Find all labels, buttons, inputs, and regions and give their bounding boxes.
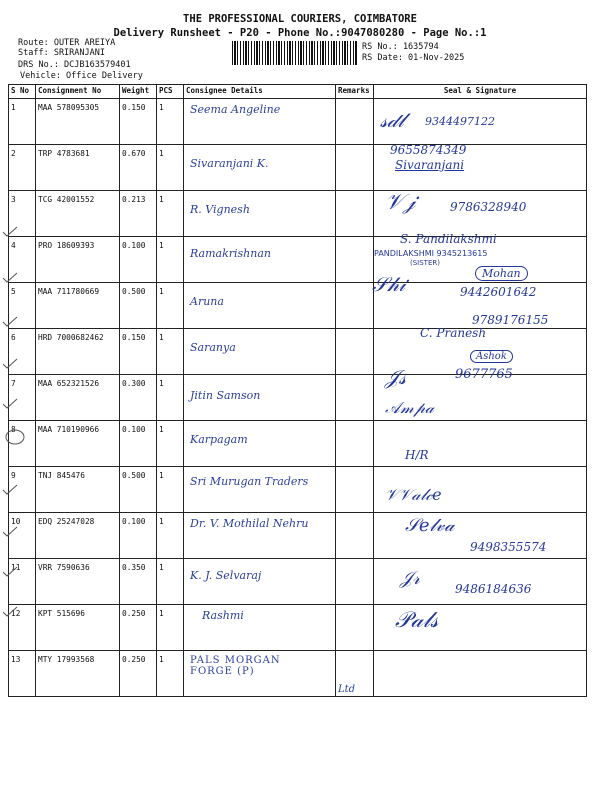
weight-cell: 0.150 bbox=[120, 329, 157, 375]
signature-scribble: 𝒜𝓂𝓅𝒶 bbox=[385, 398, 434, 417]
table-row bbox=[9, 145, 587, 191]
consignee-cell bbox=[184, 283, 336, 329]
pcs-cell: 1 bbox=[157, 375, 184, 421]
weight-cell: 0.500 bbox=[120, 467, 157, 513]
signature-scribble: 𝓈𝒹𝓁 bbox=[380, 108, 405, 132]
signature-name: Mohan bbox=[475, 266, 528, 281]
signature-name: S. Pandilakshmi bbox=[400, 232, 497, 246]
consignee-cell bbox=[184, 605, 336, 651]
consignee-name: K. J. Selvaraj bbox=[190, 569, 262, 582]
drs-number: DRS No.: DCJB163579401 bbox=[18, 60, 131, 70]
check-mark-icon bbox=[2, 316, 18, 328]
sno-cell: 12 bbox=[9, 605, 36, 651]
table-header-row bbox=[9, 85, 587, 99]
pcs-cell: 1 bbox=[157, 329, 184, 375]
vehicle-info: Vehicle: Office Delivery bbox=[20, 71, 143, 81]
signature-phone: 9786328940 bbox=[450, 200, 527, 214]
weight-cell: 0.350 bbox=[120, 559, 157, 605]
signature-stamp: (SISTER) bbox=[410, 259, 440, 267]
signature-name: Ashok bbox=[470, 350, 513, 363]
weight-cell: 0.500 bbox=[120, 283, 157, 329]
pcs-cell: 1 bbox=[157, 559, 184, 605]
sno-cell: 2 bbox=[9, 145, 36, 191]
consignee-cell bbox=[184, 329, 336, 375]
sno-cell: 4 bbox=[9, 237, 36, 283]
weight-cell: 0.100 bbox=[120, 513, 157, 559]
consignee-cell bbox=[184, 99, 336, 145]
weight-cell: 0.250 bbox=[120, 605, 157, 651]
sno-cell: 11 bbox=[9, 559, 36, 605]
consignee-name: Ramakrishnan bbox=[190, 247, 271, 260]
signature-scribble: 𝒮𝑒𝓁𝓋𝒶 bbox=[405, 515, 455, 536]
consignee-cell bbox=[184, 467, 336, 513]
signature-phone: 9655874349 bbox=[390, 143, 467, 157]
pcs-cell: 1 bbox=[157, 651, 184, 697]
table-row bbox=[9, 421, 587, 467]
signature-cell bbox=[374, 651, 587, 697]
check-mark-icon bbox=[2, 398, 18, 410]
sno-cell: 10 bbox=[9, 513, 36, 559]
check-mark-icon bbox=[2, 358, 18, 370]
remarks-cell bbox=[336, 191, 374, 237]
consignment-cell: HRD 7000682462 bbox=[36, 329, 120, 375]
signature-phone: 9498355574 bbox=[470, 540, 547, 554]
sno-cell: 1 bbox=[9, 99, 36, 145]
staff-info: Staff: SRIRANJANI bbox=[18, 48, 105, 58]
remarks-cell bbox=[336, 375, 374, 421]
circle-mark-icon bbox=[4, 428, 26, 446]
weight-cell: 0.150 bbox=[120, 99, 157, 145]
table-row bbox=[9, 605, 587, 651]
consignment-cell: EDQ 25247028 bbox=[36, 513, 120, 559]
pcs-cell: 1 bbox=[157, 237, 184, 283]
sno-cell: 6 bbox=[9, 329, 36, 375]
remarks-cell bbox=[336, 237, 374, 283]
consignee-cell bbox=[184, 237, 336, 283]
check-mark-icon bbox=[2, 606, 18, 618]
weight-cell: 0.670 bbox=[120, 145, 157, 191]
weight-cell: 0.213 bbox=[120, 191, 157, 237]
signature-phone: 9486184636 bbox=[455, 582, 532, 596]
consignment-cell: VRR 7590636 bbox=[36, 559, 120, 605]
col-pcs: PCS bbox=[157, 85, 184, 99]
rs-number: RS No.: 1635794 bbox=[362, 42, 439, 52]
consignee-name: Dr. V. Mothilal Nehru bbox=[190, 517, 309, 530]
table-row bbox=[9, 467, 587, 513]
remarks-cell bbox=[336, 421, 374, 467]
consignee-name: R. Vignesh bbox=[190, 203, 250, 216]
signature-scribble: 𝒱𝒿 bbox=[385, 190, 416, 215]
remarks-cell bbox=[336, 559, 374, 605]
consignee-name: Karpagam bbox=[190, 433, 248, 446]
consignment-cell: KPT 515696 bbox=[36, 605, 120, 651]
weight-cell: 0.300 bbox=[120, 375, 157, 421]
consignment-cell: MAA 711780669 bbox=[36, 283, 120, 329]
signature-phone: 9442601642 bbox=[460, 285, 537, 299]
pcs-cell: 1 bbox=[157, 283, 184, 329]
remarks-cell bbox=[336, 651, 374, 697]
check-mark-icon bbox=[2, 484, 18, 496]
consignee-cell bbox=[184, 513, 336, 559]
consignment-cell: PRO 18609393 bbox=[36, 237, 120, 283]
pcs-cell: 1 bbox=[157, 605, 184, 651]
pcs-cell: 1 bbox=[157, 421, 184, 467]
signature-phone: 9789176155 bbox=[472, 313, 549, 327]
remarks-text: Ltd bbox=[338, 684, 356, 695]
consignment-cell: MTY 17993568 bbox=[36, 651, 120, 697]
consignee-name: Jitin Samson bbox=[190, 389, 261, 402]
sno-cell: 5 bbox=[9, 283, 36, 329]
col-signature: Seal & Signature bbox=[374, 85, 587, 99]
weight-cell: 0.100 bbox=[120, 421, 157, 467]
signature-phone: 9677765 bbox=[455, 367, 513, 382]
remarks-cell bbox=[336, 467, 374, 513]
signature-scribble: 𝒮𝒽𝒾 bbox=[372, 272, 406, 296]
barcode bbox=[232, 41, 358, 65]
signature-stamp: PANDILAKSHMI 9345213615 bbox=[374, 249, 488, 258]
consignee-name: PALS MORGAN FORGE (P) bbox=[190, 655, 281, 677]
check-mark-icon bbox=[2, 566, 18, 578]
sno-cell: 7 bbox=[9, 375, 36, 421]
signature-name: Sivaranjani bbox=[395, 158, 465, 172]
consignee-name: Seema Angeline bbox=[190, 103, 281, 116]
pcs-cell: 1 bbox=[157, 191, 184, 237]
signature-name: C. Pranesh bbox=[420, 326, 487, 340]
signature-text: H/R bbox=[405, 448, 429, 462]
check-mark-icon bbox=[2, 226, 18, 238]
sno-cell: 9 bbox=[9, 467, 36, 513]
col-weight: Weight bbox=[120, 85, 157, 99]
signature-phone: 9344497122 bbox=[425, 115, 495, 128]
pcs-cell: 1 bbox=[157, 145, 184, 191]
col-consignment: Consignment No bbox=[36, 85, 120, 99]
weight-cell: 0.250 bbox=[120, 651, 157, 697]
consignee-cell bbox=[184, 421, 336, 467]
consignment-cell: TRP 4783681 bbox=[36, 145, 120, 191]
consignee-name: Sri Murugan Traders bbox=[190, 475, 309, 488]
sno-cell: 13 bbox=[9, 651, 36, 697]
pcs-cell: 1 bbox=[157, 513, 184, 559]
remarks-cell bbox=[336, 283, 374, 329]
col-remarks: Remarks bbox=[336, 85, 374, 99]
rs-date: RS Date: 01-Nov-2025 bbox=[362, 53, 465, 63]
consignee-cell bbox=[184, 651, 336, 697]
weight-cell: 0.100 bbox=[120, 237, 157, 283]
pcs-cell: 1 bbox=[157, 99, 184, 145]
col-consignee: Consignee Details bbox=[184, 85, 336, 99]
consignment-cell: MAA 710190966 bbox=[36, 421, 120, 467]
signature-scribble: 𝒫𝒶𝓁𝓈 bbox=[395, 608, 439, 633]
consignee-cell bbox=[184, 145, 336, 191]
consignment-cell: TNJ 845476 bbox=[36, 467, 120, 513]
remarks-cell bbox=[336, 99, 374, 145]
col-sno: S No bbox=[9, 85, 36, 99]
consignment-cell: MAA 652321526 bbox=[36, 375, 120, 421]
signature-scribble: 𝒥𝓈 bbox=[385, 365, 407, 389]
route-info: Route: OUTER AREIYA bbox=[18, 38, 116, 48]
check-mark-icon bbox=[2, 272, 18, 284]
sno-cell: 8 bbox=[9, 421, 36, 467]
consignment-cell: MAA 578095305 bbox=[36, 99, 120, 145]
table-row bbox=[9, 651, 587, 697]
consignee-cell bbox=[184, 375, 336, 421]
consignee-cell bbox=[184, 559, 336, 605]
consignee-name: Saranya bbox=[190, 341, 236, 354]
signature-scribble: 𝒥𝓇 bbox=[400, 568, 420, 589]
consignment-cell: TCG 42001552 bbox=[36, 191, 120, 237]
consignee-cell bbox=[184, 191, 336, 237]
company-name: THE PROFESSIONAL COURIERS, COIMBATORE bbox=[183, 13, 417, 25]
remarks-cell bbox=[336, 329, 374, 375]
remarks-cell bbox=[336, 513, 374, 559]
signature-scribble: 𝒱𝒱𝒶𝓁𝒸𝑒 bbox=[385, 485, 442, 504]
pcs-cell: 1 bbox=[157, 467, 184, 513]
runsheet-title: Delivery Runsheet - P20 - Phone No.:9047080280 - Page No.:1 bbox=[113, 27, 487, 39]
consignee-name: Sivaranjani K. bbox=[190, 157, 269, 170]
table-row bbox=[9, 99, 587, 145]
consignee-name: Aruna bbox=[190, 295, 224, 308]
remarks-cell bbox=[336, 145, 374, 191]
sno-cell: 3 bbox=[9, 191, 36, 237]
runsheet-table bbox=[8, 84, 587, 697]
check-mark-icon bbox=[2, 526, 18, 538]
remarks-cell bbox=[336, 605, 374, 651]
consignee-name: Rashmi bbox=[202, 609, 244, 622]
